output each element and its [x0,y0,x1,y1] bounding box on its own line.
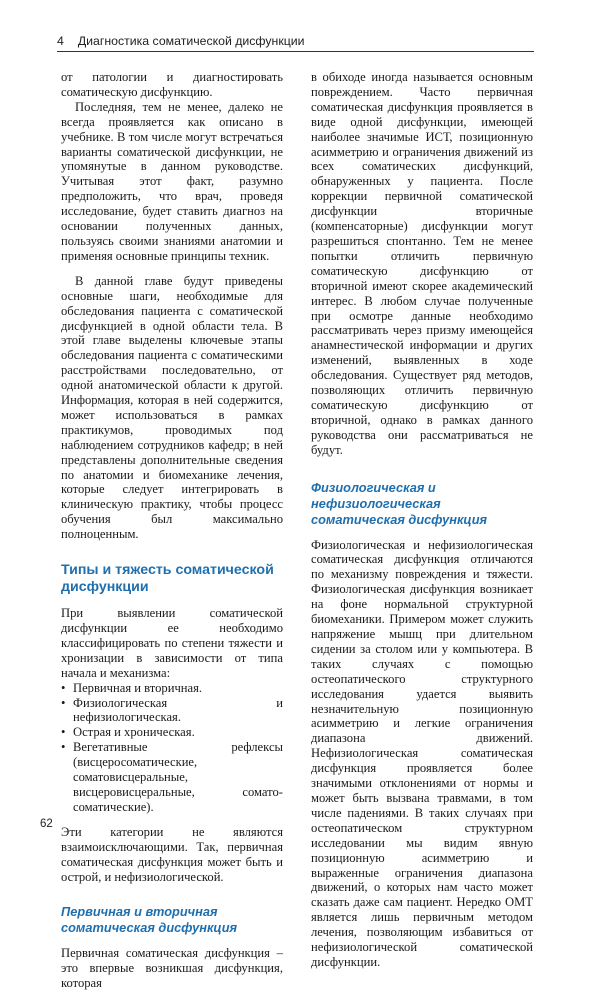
running-header [57,30,534,52]
paragraph: Первичная соматическая дисфункция – это впервые возникшая дисфункция, которая [61,946,283,991]
list-item: • Физиологическая и нефизиологическая. [61,696,283,726]
chapter-number: 4 [57,34,64,48]
paragraph: При выявлении соматической дисфункции ее необходимо классифицировать по степени тяжести и хронизации в зависимости от типа начала и механизма: [61,606,283,680]
right-column [311,70,533,970]
paragraph-continuation: в обиходе иногда называется основным повреждением. Часто первичная соматическая дисфункция проявляется в виде одной дисфункции, имеющей наиболее значимые ИСТ, позиционную асимметрию и ограничения движений из всех соматических дисфункций, обнаруженных у пациента. После коррекции первичной соматической дисфункции вторичные (компенсаторные) дисфункции могут разрешиться спонтанно. Тем не менее попытки отличить первичную соматическую дисфункцию от вторичной имеют скорее академический интерес. В любом случае полученные при осмотре данные необходимо рассматривать через призму имеющейся анамнестической информации и других изменений, выявленных в ходе обследования. Существует ряд методов, позволяющих отличить первичную соматическую дисфункцию от вторичной, однако в рамках данного руководства они рассматриваться не будут. [311,70,533,457]
subsection-heading: Первичная и вторичная соматическая дисфункция [61,904,238,936]
subsection-heading: Физиологическая и нефизиологическая соматическая дисфункция [311,479,488,527]
list-item: • Острая и хроническая. [61,725,283,740]
left-column [61,70,283,991]
list-item: • Первичная и вторичная. [61,681,283,696]
paragraph: Физиологическая и нефизиологическая соматическая дисфункция отличаются по механизму повреждения и тяжести. Физиологическая дисфункция возникает на фоне нормальной структурной биомеханики. Примером может служить напряжение мышц при длительном сидении за столом или у компьютера. В таких случаях с помощью остеопатического структурного исследования удается выявить незначительную позиционную асимметрию и легкие ограничения диапазона движений. Нефизиологическая соматическая дисфункция проявляется более значимыми отклонениями от нормы и может быть вызвана травмами, в том числе падениями. В таких случаях при остеопатическом структурном исследовании мы видим явную позиционную асимметрию и выраженные ограничения диапазона движений, о которых нам часто может сказать даже сам пациент. Нередко ОМТ является лишь первичным методом лечения, позволяющим избавиться от нефизиологической соматической дисфункции. [311,537,533,969]
paragraph: Последняя, тем не менее, далеко не всегда проявляется как описано в учебнике. В том числе могут встречаться варианты соматической дисфункции, не упомянутые в данном руководстве. Учитывая этот факт, разумно предположить, что врач, проведя исследование, будет ставить диагноз на основании полученных данных, пользуясь своими знаниями анатомии и применяя основные принципы техник. [61,99,283,263]
paragraph-continuation: от патологии и диагностировать соматическую дисфункцию. [61,70,283,99]
paragraph: В данной главе будут приведены основные шаги, необходимые для обследования пациента с соматической дисфункцией в одной области тела. В этой главе выделены ключевые этапы обследования пациента с соматическими расстройствами последовательно, от одной анатомической области к другой. Информация, которая в ней содержится, может использоваться в рамках практикумов, проводимых под наблюдением сотрудников кафедр; в ней представлены дополнительные сведения по анатомии и биомеханике лечения, которые следует интегрировать в клиническую практику, чтобы процесс обучения был максимально полноценным. [61,273,283,542]
list-item: • Вегетативные рефлексы (висцеросоматические, соматовисцеральные, висцеровисцеральные, сомато-соматические). [61,740,283,815]
chapter-title: Диагностика соматической дисфункции [77,34,305,48]
page-number: 62 [40,818,53,830]
paragraph: Эти категории не являются взаимоисключающими. Так, первичная соматическая дисфункция может быть и острой, и нефизиологической. [61,824,283,884]
section-heading: Типы и тяжесть соматической дисфункции [61,562,274,596]
classification-list [61,681,283,815]
